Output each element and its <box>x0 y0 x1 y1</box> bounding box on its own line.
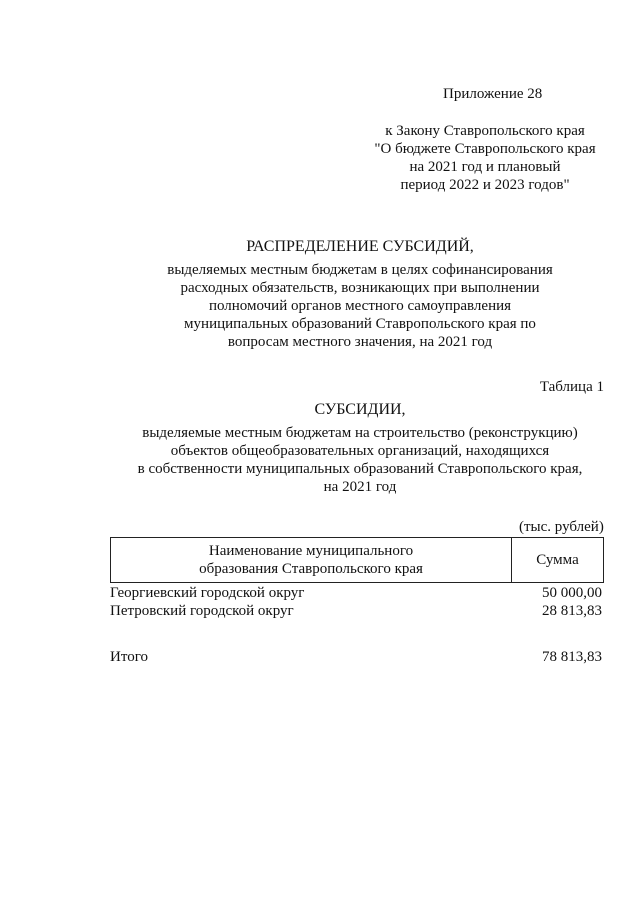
units-label: (тыс. рублей) <box>519 519 604 535</box>
subheading-title: СУБСИДИИ, <box>314 401 406 418</box>
heading-line: полномочий органов местного самоуправления <box>208 298 512 314</box>
header-name-line: образования Ставропольского края <box>199 561 423 577</box>
total-value: 78 813,83 <box>542 649 602 665</box>
subheading-line: в собственности муниципальных образований Ставропольского края, <box>137 461 583 477</box>
row-name: Петровский городской округ <box>110 603 294 619</box>
main-heading <box>90 238 630 351</box>
subheading <box>70 401 640 496</box>
subheading-line: объектов общеобразовательных организаций, находящихся <box>170 443 550 459</box>
subheading-line: на 2021 год <box>323 479 397 495</box>
appendix-number: Приложение 28 <box>443 86 543 102</box>
header-sum-cell: Сумма <box>512 538 604 583</box>
heading-line: вопросам местного значения, на 2021 год <box>227 334 493 350</box>
header-name-line: Наименование муниципального <box>208 543 414 559</box>
budget-table <box>110 537 604 583</box>
subheading-line: выделяемые местным бюджетам на строительство (реконструкцию) <box>142 425 578 441</box>
main-heading-title: РАСПРЕДЕЛЕНИЕ СУБСИДИЙ, <box>246 238 474 255</box>
law-reference <box>360 122 610 194</box>
row-value: 50 000,00 <box>542 585 602 601</box>
row-name: Георгиевский городской округ <box>110 585 305 601</box>
law-line: "О бюджете Ставропольского края <box>374 141 596 157</box>
law-line: на 2021 год и плановый <box>409 159 561 175</box>
heading-line: расходных обязательств, возникающих при выполнении <box>180 280 540 296</box>
table-header-row <box>111 538 604 583</box>
heading-line: выделяемых местным бюджетам в целях софинансирования <box>167 262 553 278</box>
law-line: к Закону Ставропольского края <box>385 123 585 139</box>
table-label: Таблица 1 <box>539 379 604 395</box>
law-line: период 2022 и 2023 годов" <box>400 177 570 193</box>
row-value: 28 813,83 <box>542 603 602 619</box>
heading-line: муниципальных образований Ставропольского края по <box>184 316 536 332</box>
header-name-cell <box>111 538 512 583</box>
total-label: Итого <box>110 649 148 665</box>
